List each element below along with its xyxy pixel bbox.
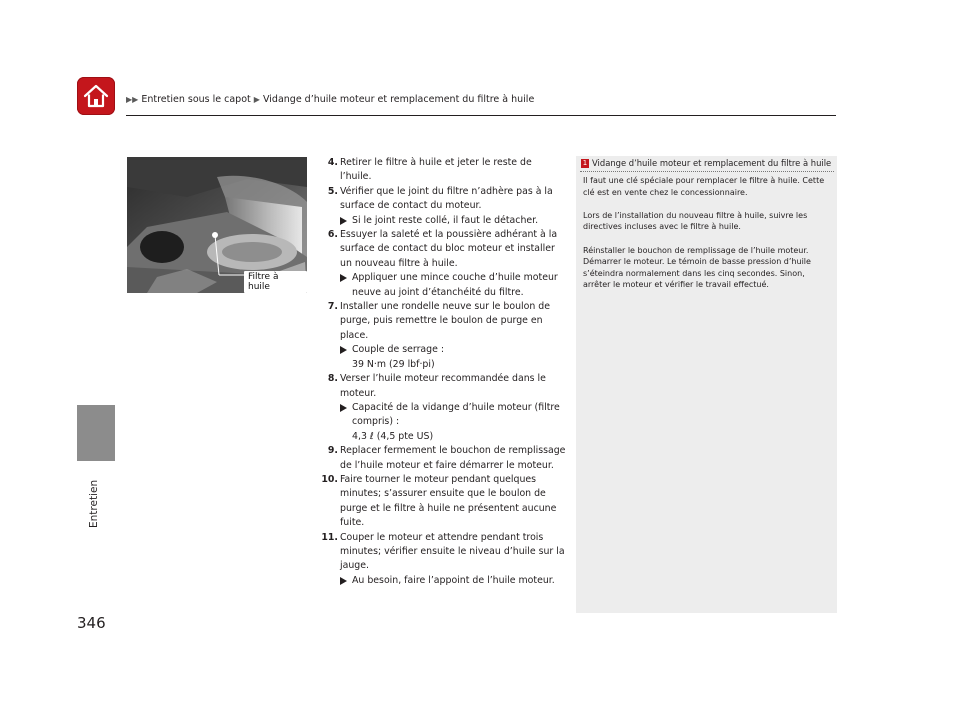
oil-filter-photo [127,157,307,293]
step-detail-text: Si le joint reste collé, il faut le détacher. [352,214,539,226]
arrow-right-icon [340,577,347,585]
arrow-right-icon [340,274,347,282]
note-body [583,175,831,303]
page-number: 346 [77,614,106,632]
step-detail [310,271,566,300]
step-detail-text: Appliquer une mince couche d’huile moteur neuve au joint d’étanchéité du filtre. [352,272,558,298]
chevron-right-icon: ▶ [253,95,260,104]
procedure-step [310,185,566,214]
breadcrumb-section-link[interactable]: Entretien sous le capot [141,94,251,105]
header-divider [126,115,836,116]
step-number: 4. [327,157,338,168]
note-divider [580,171,834,172]
step-text: Retirer le filtre à huile et jeter le reste de l’huile. [340,157,532,183]
step-number: 5. [327,185,338,197]
chevron-right-icon: ▶▶ [126,95,139,104]
step-text: Vérifier que le joint du filtre n’adhère pas à la surface de contact du moteur. [340,185,553,212]
photo-callout-label: Filtre à huile [244,271,307,293]
step-number: 6. [327,229,338,241]
step-number: 11. [321,531,338,543]
step-text: Faire tourner le moteur pendant quelques minutes; s’assurer ensuite que le boulon de purge et le filtre à huile ne présentent aucune fuite. [340,473,557,529]
step-number: 10. [321,473,338,485]
note-title[interactable] [576,158,837,170]
step-detail [310,214,566,228]
procedure-step [310,372,566,401]
breadcrumb [126,94,534,105]
arrow-right-icon [340,346,347,354]
note-badge: 1 [582,159,588,167]
step-number: 9. [327,445,338,457]
arrow-right-icon [340,404,347,412]
chapter-tab[interactable] [77,405,115,461]
step-detail-text: Couple de serrage : 39 N·m (29 lbf·pi) [352,344,445,370]
arrow-right-icon [340,217,347,225]
step-text: Couper le moteur et attendre pendant trois minutes; vérifier ensuite le niveau d’huile sur la jauge. [340,531,565,572]
step-detail [310,574,566,588]
step-number: 8. [327,373,338,385]
step-detail [310,401,566,444]
note-paragraph: Réinstaller le bouchon de remplissage de l’huile moteur. Démarrer le moteur. Le témoin de basse pression d’huile s’éteindra normalement dans les cinq secondes. Sinon, arrêter le moteur et vérifier le travail effectué. [583,245,811,290]
step-detail [310,343,566,372]
procedure-steps [310,156,566,588]
chapter-label-text: Entretien [88,479,100,528]
step-text: Essuyer la saleté et la poussière adhérant à la surface de contact du bloc moteur et installer un nouveau filtre à huile. [340,229,558,269]
step-detail-text: Au besoin, faire l’appoint de l’huile moteur. [352,574,555,586]
procedure-step [310,444,566,473]
side-note [576,156,837,613]
step-text: Installer une rondelle neuve sur le boulon de purge, puis remettre le boulon de purge en place. [340,301,551,341]
breadcrumb-page-link[interactable]: Vidange d’huile moteur et remplacement du filtre à huile [262,94,535,105]
step-text: Verser l’huile moteur recommandée dans le moteur. [340,373,546,399]
home-button[interactable] [77,77,115,115]
step-text: Replacer fermement le bouchon de remplissage de l’huile moteur et faire démarrer le moteur. [340,445,566,471]
procedure-step [310,531,566,574]
procedure-step [310,473,566,531]
home-icon [83,84,109,108]
procedure-step [310,300,566,343]
chapter-label [82,470,112,530]
note-title-text: Vidange d’huile moteur et remplacement du filtre à huile [592,158,832,168]
step-number: 7. [327,301,338,313]
step-detail-text: Capacité de la vidange d’huile moteur (filtre compris) : 4,3 ℓ (4,5 pte US) [352,401,560,442]
note-paragraph: Lors de l’installation du nouveau filtre à huile, suivre les directives incluses avec le filtre à huile. [583,210,808,232]
procedure-step [310,228,566,271]
note-paragraph: Il faut une clé spéciale pour remplacer le filtre à huile. Cette clé est en vente chez le concessionnaire. [583,176,825,197]
procedure-step [310,156,566,185]
